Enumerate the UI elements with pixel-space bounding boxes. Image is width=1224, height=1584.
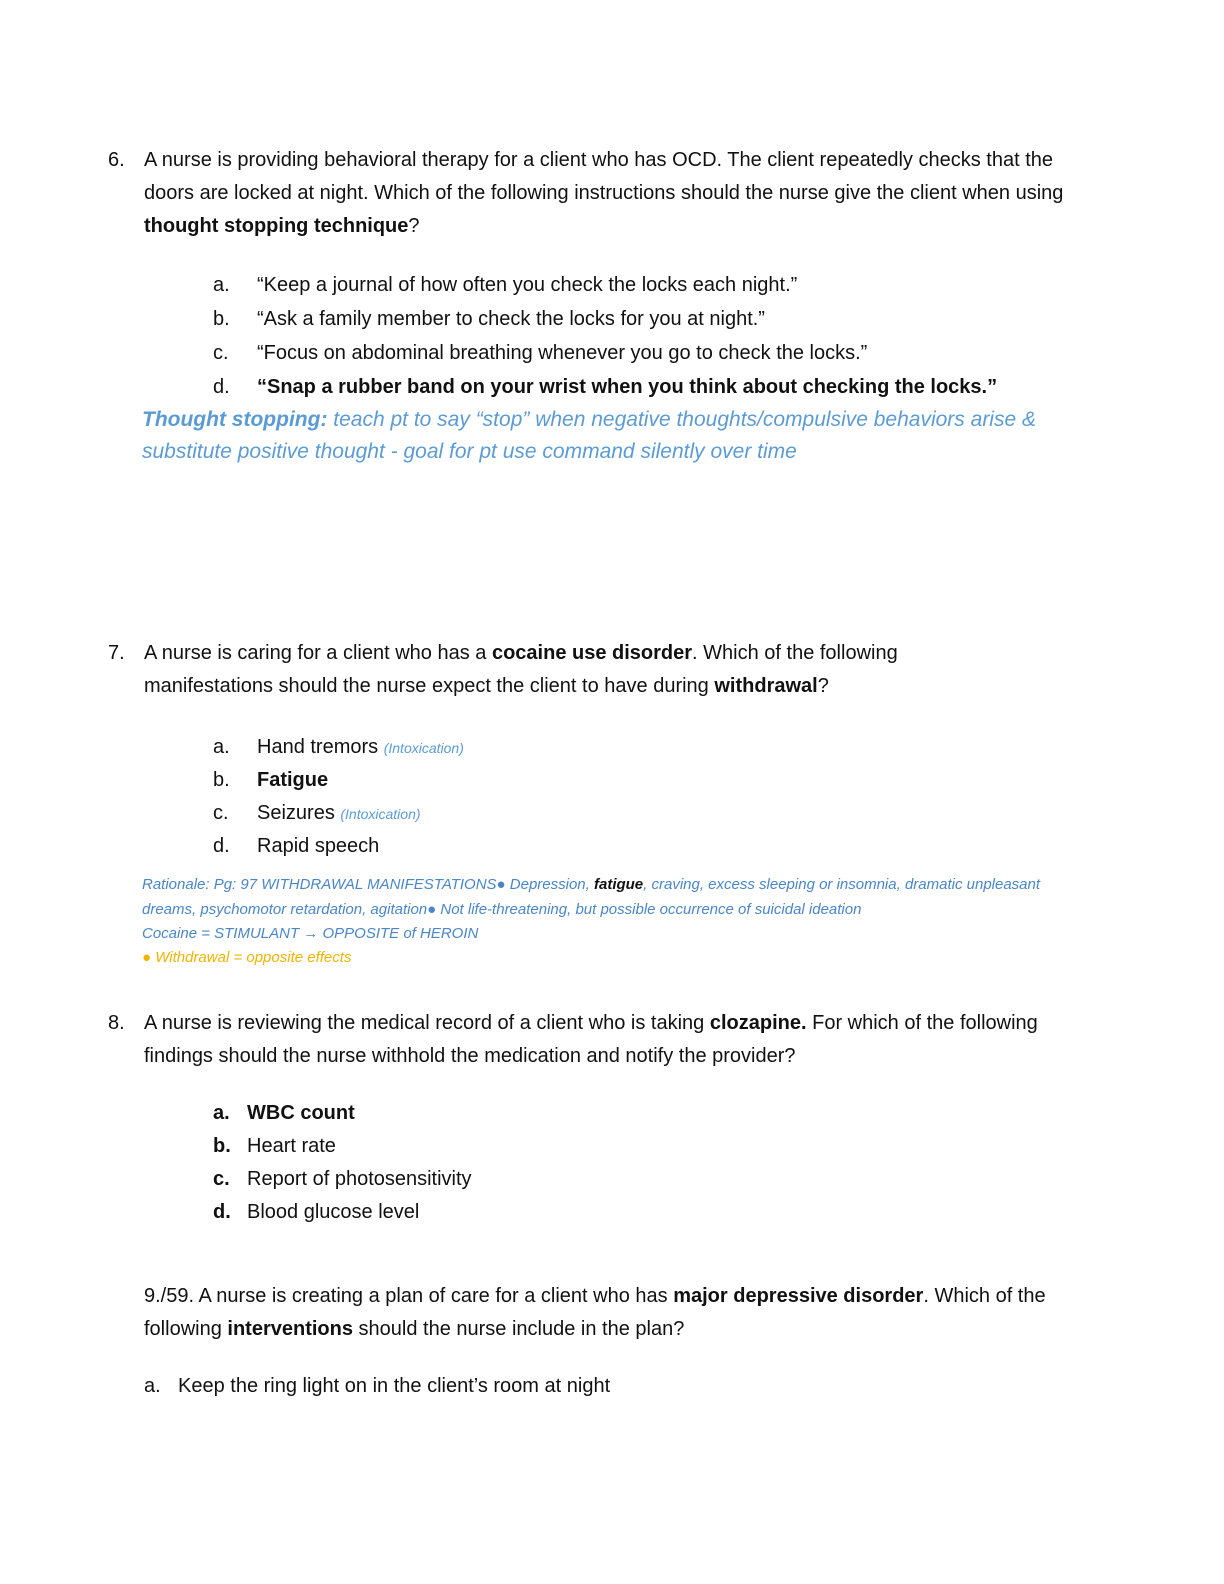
q6-stem-end: ? bbox=[408, 215, 420, 237]
q8-stem-bold: clozapine. bbox=[709, 1012, 807, 1034]
option-text: Hand tremors bbox=[257, 736, 379, 758]
option-letter: b. bbox=[213, 1135, 231, 1157]
q7-stem-end: ? bbox=[817, 675, 829, 697]
option-letter: d. bbox=[213, 1201, 231, 1223]
option-text: Report of photosensitivity bbox=[247, 1168, 472, 1190]
option-letter: c. bbox=[213, 1168, 230, 1190]
note-text: teach pt to say “stop” when negative thoughts/compulsive behaviors arise & substitute positive thought - goal for pt use command silently over time bbox=[142, 408, 1036, 463]
q7-number: 7. bbox=[108, 642, 125, 664]
q9-number: 9./59. bbox=[144, 1285, 195, 1307]
option-note: (Intoxication) bbox=[340, 806, 421, 822]
q7-rationale bbox=[142, 873, 1042, 922]
option-letter: b. bbox=[213, 769, 230, 791]
option-letter: a. bbox=[213, 736, 230, 758]
note-label: Thought stopping: bbox=[142, 408, 328, 431]
option-text-correct: WBC count bbox=[247, 1102, 355, 1124]
q6-stem-bold: thought stopping technique bbox=[144, 215, 409, 237]
q8-stem-text: A nurse is reviewing the medical record of a client who is taking bbox=[144, 1012, 710, 1034]
q8-stem-end: For which of the following findings should the nurse withhold the medication and notify the provider? bbox=[144, 1012, 1038, 1067]
option-letter: a. bbox=[213, 274, 230, 296]
q6-number: 6. bbox=[108, 149, 125, 171]
option-letter: c. bbox=[213, 802, 229, 824]
q8-number: 8. bbox=[108, 1012, 125, 1034]
option-text: Seizures bbox=[257, 802, 335, 824]
option-letter: a. bbox=[213, 1102, 230, 1124]
q9-stem-text-2: . Which of the following bbox=[144, 1285, 1046, 1340]
option-text: “Keep a journal of how often you check the locks each night.” bbox=[257, 274, 798, 296]
q9-stem-end: should the nurse include in the plan? bbox=[352, 1318, 685, 1340]
option-text: Heart rate bbox=[247, 1135, 336, 1157]
option-letter: d. bbox=[213, 835, 230, 857]
q7-stem-text-2: . Which of the following manifestations should the nurse expect the client to have during bbox=[144, 642, 898, 697]
q8-stem bbox=[144, 1007, 1044, 1073]
option-letter: c. bbox=[213, 342, 229, 364]
q7-rationale-withdrawal: ● Withdrawal = opposite effects bbox=[142, 949, 352, 966]
q7-stem bbox=[144, 637, 974, 703]
q6-stem bbox=[144, 144, 1074, 243]
q6-teaching-note bbox=[142, 404, 1062, 468]
q6-stem-text: A nurse is providing behavioral therapy for a client who has OCD. The client repeatedly checks that the doors are locked at night. Which of the following instructions should the nurse give the client when using bbox=[144, 149, 1064, 204]
q7-stem-bold-1: cocaine use disorder bbox=[491, 642, 693, 664]
option-note: (Intoxication) bbox=[383, 740, 464, 756]
q9-stem bbox=[144, 1280, 1064, 1346]
option-text: Keep the ring light on in the client’s room at night bbox=[178, 1375, 611, 1397]
option-text: “Ask a family member to check the locks for you at night.” bbox=[257, 308, 765, 330]
option-text-correct: Fatigue bbox=[257, 769, 329, 791]
option-letter: a. bbox=[144, 1375, 161, 1397]
option-text: Rapid speech bbox=[257, 835, 380, 857]
q7-stem-bold-2: withdrawal bbox=[714, 675, 818, 697]
q9-stem-bold-2: interventions bbox=[227, 1318, 353, 1340]
rationale-text: Rationale: Pg: 97 WITHDRAWAL MANIFESTATIONS● Depression, bbox=[142, 876, 594, 893]
rationale-text-2: , craving, excess sleeping or insomnia, dramatic unpleasant dreams, psychomotor retardation, agitation● Not life-threatening, but possible occurrence of suicidal ideation bbox=[142, 876, 1041, 918]
option-letter: d. bbox=[213, 376, 230, 398]
q7-stem-text: A nurse is caring for a client who has a bbox=[144, 642, 492, 664]
option-text: Blood glucose level bbox=[247, 1201, 420, 1223]
q7-rationale-cocaine: Cocaine = STIMULANT → OPPOSITE of HEROIN bbox=[142, 925, 479, 942]
option-text: “Focus on abdominal breathing whenever you go to check the locks.” bbox=[257, 342, 868, 364]
q9-stem-text: A nurse is creating a plan of care for a client who has bbox=[194, 1285, 674, 1307]
option-text-correct: “Snap a rubber band on your wrist when you think about checking the locks.” bbox=[257, 376, 998, 398]
q9-stem-bold-1: major depressive disorder bbox=[673, 1285, 924, 1307]
rationale-bold: fatigue bbox=[593, 876, 644, 893]
option-letter: b. bbox=[213, 308, 230, 330]
